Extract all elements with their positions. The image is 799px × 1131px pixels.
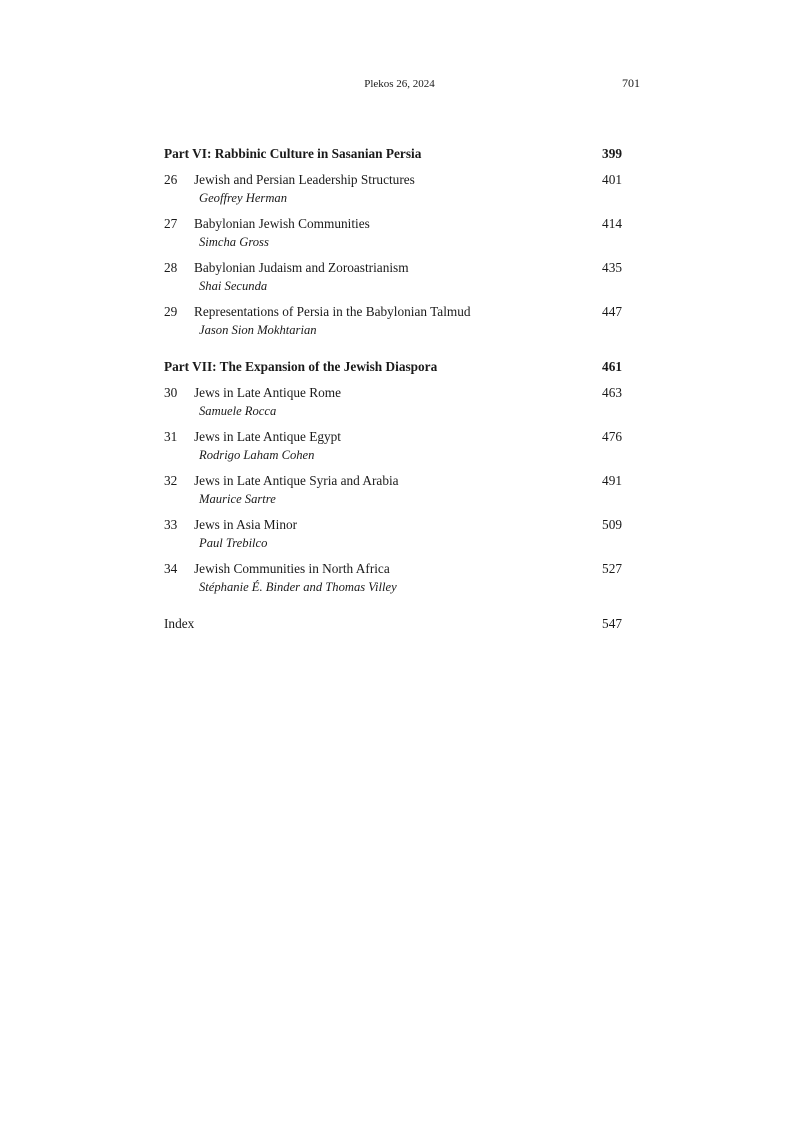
part-heading bbox=[164, 358, 622, 376]
chapter-page: 435 bbox=[602, 260, 622, 275]
toc-entry bbox=[164, 215, 622, 251]
running-head bbox=[0, 76, 799, 92]
chapter-number: 33 bbox=[164, 517, 178, 532]
toc-entry bbox=[164, 516, 622, 552]
chapter-title: Jews in Asia Minor bbox=[194, 517, 298, 532]
chapter-author: Stéphanie É. Binder and Thomas Villey bbox=[199, 580, 397, 594]
part-heading bbox=[164, 145, 622, 163]
chapter-title: Jewish Communities in North Africa bbox=[194, 561, 390, 576]
chapter-title: Jews in Late Antique Syria and Arabia bbox=[194, 473, 399, 488]
chapter-page: 414 bbox=[602, 216, 622, 231]
chapter-page: 527 bbox=[602, 561, 622, 576]
chapter-page: 463 bbox=[602, 385, 622, 400]
index-entry bbox=[164, 615, 622, 633]
page-number: 701 bbox=[622, 76, 640, 90]
chapter-title: Babylonian Jewish Communities bbox=[194, 216, 370, 231]
journal-citation: Plekos 26, 2024 bbox=[364, 78, 435, 90]
index-page: 547 bbox=[602, 616, 622, 631]
chapter-number: 30 bbox=[164, 385, 178, 400]
part-page: 461 bbox=[602, 359, 622, 374]
chapter-number: 27 bbox=[164, 216, 178, 231]
chapter-author: Samuele Rocca bbox=[199, 404, 277, 418]
chapter-title: Jewish and Persian Leadership Structures bbox=[194, 172, 415, 187]
chapter-title: Babylonian Judaism and Zoroastrianism bbox=[194, 260, 409, 275]
chapter-number: 34 bbox=[164, 561, 178, 576]
chapter-author: Rodrigo Laham Cohen bbox=[199, 448, 315, 462]
part-page: 399 bbox=[602, 146, 622, 161]
chapter-author: Paul Trebilco bbox=[199, 536, 268, 550]
toc-entry bbox=[164, 259, 622, 295]
chapter-page: 447 bbox=[602, 304, 622, 319]
chapter-number: 28 bbox=[164, 260, 178, 275]
part-title: Part VI: Rabbinic Culture in Sasanian Persia bbox=[164, 146, 422, 161]
toc-entry bbox=[164, 560, 622, 596]
chapter-page: 509 bbox=[602, 517, 622, 532]
chapter-page: 491 bbox=[602, 473, 622, 488]
toc-entry bbox=[164, 472, 622, 508]
part-title: Part VII: The Expansion of the Jewish Diaspora bbox=[164, 359, 438, 374]
chapter-number: 26 bbox=[164, 172, 178, 187]
chapter-title: Jews in Late Antique Rome bbox=[194, 385, 341, 400]
chapter-page: 476 bbox=[602, 429, 622, 444]
chapter-author: Shai Secunda bbox=[199, 279, 268, 293]
chapter-title: Jews in Late Antique Egypt bbox=[194, 429, 341, 444]
chapter-author: Jason Sion Mokhtarian bbox=[199, 323, 317, 337]
toc-entry bbox=[164, 428, 622, 464]
chapter-title: Representations of Persia in the Babylonian Talmud bbox=[194, 304, 471, 319]
table-of-contents bbox=[164, 145, 622, 633]
chapter-number: 32 bbox=[164, 473, 178, 488]
chapter-author: Simcha Gross bbox=[199, 235, 269, 249]
toc-entry bbox=[164, 171, 622, 207]
chapter-number: 31 bbox=[164, 429, 178, 444]
toc-entry bbox=[164, 384, 622, 420]
index-label: Index bbox=[164, 616, 195, 631]
chapter-number: 29 bbox=[164, 304, 178, 319]
toc-entry bbox=[164, 303, 622, 339]
chapter-page: 401 bbox=[602, 172, 622, 187]
chapter-author: Geoffrey Herman bbox=[199, 191, 288, 205]
chapter-author: Maurice Sartre bbox=[199, 492, 276, 506]
